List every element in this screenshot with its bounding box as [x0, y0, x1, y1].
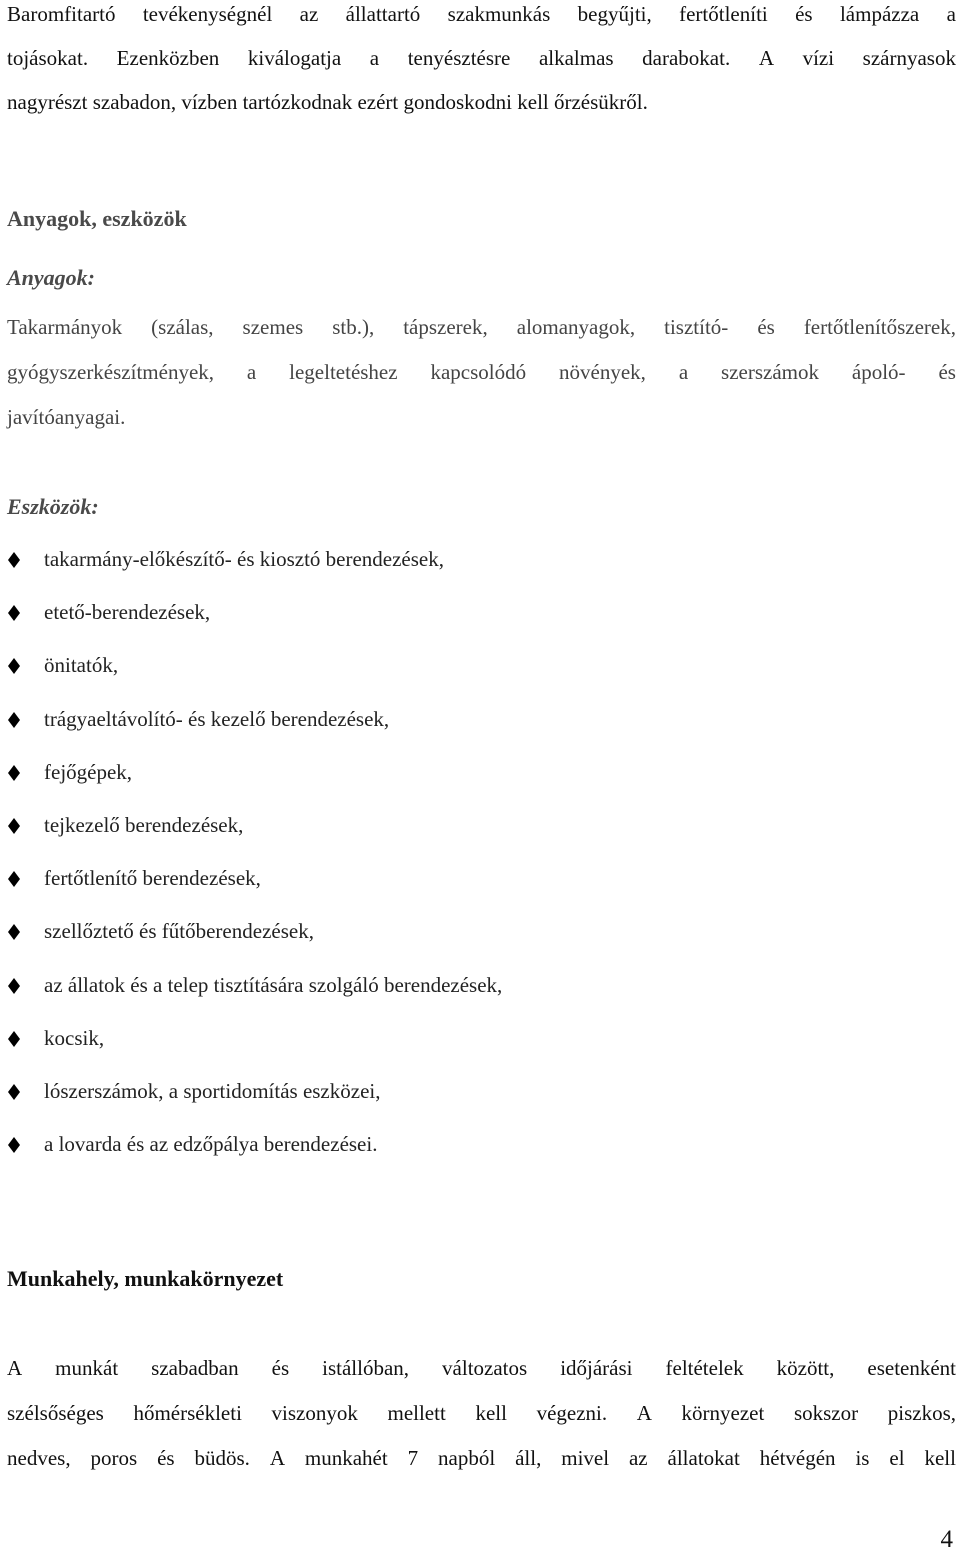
word: a	[946, 2, 956, 26]
intro-line-2	[7, 48, 956, 69]
diamond-bullet-icon	[7, 924, 21, 940]
word: sokszor	[793, 1401, 859, 1425]
word: szakmunkás	[447, 2, 551, 26]
word: állatokat	[667, 1446, 740, 1470]
word: is	[855, 1446, 870, 1470]
tool-list-item-text: fertőtlenítő berendezések,	[44, 866, 261, 890]
word: hőmérsékleti	[133, 1401, 242, 1425]
word: napból	[438, 1446, 496, 1470]
tool-list-item-text: az állatok és a telep tisztítására szolgáló berendezések,	[44, 973, 503, 997]
materials-line-2	[7, 362, 956, 383]
diamond-bullet-icon	[7, 605, 21, 621]
word: környezet	[681, 1401, 765, 1425]
word: Ezenközben	[116, 46, 220, 70]
word: esetenként	[867, 1356, 956, 1380]
word: fertőtleníti	[679, 2, 768, 26]
word: A	[636, 1401, 652, 1425]
word: kell	[475, 1401, 507, 1425]
section-heading-workplace: Munkahely, munkakörnyezet	[7, 1266, 284, 1291]
word: között,	[776, 1356, 835, 1380]
word: kapcsolódó	[430, 360, 527, 384]
word: begyűjti,	[577, 2, 652, 26]
tool-list-item-text: fejőgépek,	[44, 760, 133, 784]
tool-list-item-text: etető-berendezések,	[44, 600, 211, 624]
word: Takarmányok	[7, 315, 123, 339]
word: változatos	[442, 1356, 528, 1380]
workplace-line-1	[7, 1358, 956, 1379]
tool-list-item-text: lószerszámok, a sportidomítás eszközei,	[44, 1079, 381, 1103]
tools-label: Eszközök:	[7, 494, 99, 519]
word: A	[269, 1446, 285, 1470]
word: A	[758, 46, 774, 70]
word: állattartó	[345, 2, 421, 26]
word: végezni.	[536, 1401, 608, 1425]
word: kiválogatja	[247, 46, 342, 70]
word: hétvégén	[759, 1446, 836, 1470]
page-number: 4	[940, 1526, 953, 1553]
word: viszonyok	[271, 1401, 358, 1425]
word: feltételek	[665, 1356, 744, 1380]
tool-list-item-text: tejkezelő berendezések,	[44, 813, 244, 837]
word: az	[299, 2, 319, 26]
tool-list-item-text: kocsik,	[44, 1026, 105, 1050]
word: tevékenységnél	[142, 2, 273, 26]
word: áll,	[515, 1446, 542, 1470]
tool-list-item-text: önitatók,	[44, 653, 119, 677]
diamond-bullet-icon	[7, 712, 21, 728]
diamond-bullet-icon	[7, 658, 21, 674]
word: és	[757, 315, 775, 339]
workplace-line-2	[7, 1403, 956, 1424]
word: A	[7, 1356, 23, 1380]
intro-line-3: nagyrészt szabadon, vízben tartózkodnak ezért gondoskodni kell őrzésükről.	[7, 90, 648, 114]
word: tenyésztésre	[407, 46, 511, 70]
word: el	[889, 1446, 905, 1470]
word: lámpázza	[839, 2, 920, 26]
materials-label: Anyagok:	[7, 265, 95, 290]
word: és	[938, 360, 956, 384]
workplace-line-3	[7, 1448, 956, 1469]
word: munkát	[55, 1356, 119, 1380]
diamond-bullet-icon	[7, 765, 21, 781]
diamond-bullet-icon	[7, 1084, 21, 1100]
word: darabokat.	[642, 46, 731, 70]
word: és	[271, 1356, 290, 1380]
word: istállóban,	[322, 1356, 410, 1380]
word: alomanyagok,	[516, 315, 636, 339]
diamond-bullet-icon	[7, 1137, 21, 1153]
word: piszkos,	[887, 1401, 956, 1425]
word: vízi	[802, 46, 835, 70]
word: 7	[407, 1446, 419, 1470]
word: büdös.	[194, 1446, 250, 1470]
tool-list-item-text: trágyaeltávolító- és kezelő berendezések,	[44, 707, 390, 731]
word: növények,	[559, 360, 646, 384]
word: (szálas,	[151, 315, 214, 339]
word: szárnyasok	[862, 46, 956, 70]
word: munkahét	[304, 1446, 388, 1470]
word: kell	[924, 1446, 956, 1470]
word: Baromfitartó	[7, 2, 116, 26]
section-heading-materials-tools: Anyagok, eszközök	[7, 206, 187, 231]
diamond-bullet-icon	[7, 552, 21, 568]
word: szabadban	[151, 1356, 239, 1380]
tool-list-item-text: szellőztető és fűtőberendezések,	[44, 919, 314, 943]
tool-list-item-text: a lovarda és az edzőpálya berendezései.	[44, 1132, 378, 1156]
word: a	[246, 360, 257, 384]
word: legeltetéshez	[289, 360, 398, 384]
word: gyógyszerkészítmények,	[7, 360, 215, 384]
word: mivel	[561, 1446, 610, 1470]
materials-line-3: javítóanyagai.	[7, 405, 126, 429]
word: tojásokat.	[7, 46, 89, 70]
word: szélsőséges	[7, 1401, 104, 1425]
word: és	[795, 2, 813, 26]
word: ápoló-	[851, 360, 906, 384]
word: szerszámok	[721, 360, 819, 384]
word: alkalmas	[538, 46, 614, 70]
word: az	[628, 1446, 648, 1470]
word: tisztító-	[664, 315, 729, 339]
diamond-bullet-icon	[7, 978, 21, 994]
intro-line-1	[7, 4, 956, 25]
word: és	[157, 1446, 175, 1470]
word: stb.),	[332, 315, 375, 339]
word: tápszerek,	[403, 315, 488, 339]
materials-line-1	[7, 317, 956, 338]
word: poros	[90, 1446, 138, 1470]
diamond-bullet-icon	[7, 871, 21, 887]
word: mellett	[387, 1401, 446, 1425]
word: nedves,	[7, 1446, 71, 1470]
diamond-bullet-icon	[7, 818, 21, 834]
word: szemes	[242, 315, 304, 339]
tool-list-item-text: takarmány-előkészítő- és kiosztó berendezések,	[44, 547, 444, 571]
word: a	[678, 360, 689, 384]
diamond-bullet-icon	[7, 1031, 21, 1047]
word: a	[369, 46, 380, 70]
word: fertőtlenítőszerek,	[803, 315, 956, 339]
word: időjárási	[560, 1356, 633, 1380]
